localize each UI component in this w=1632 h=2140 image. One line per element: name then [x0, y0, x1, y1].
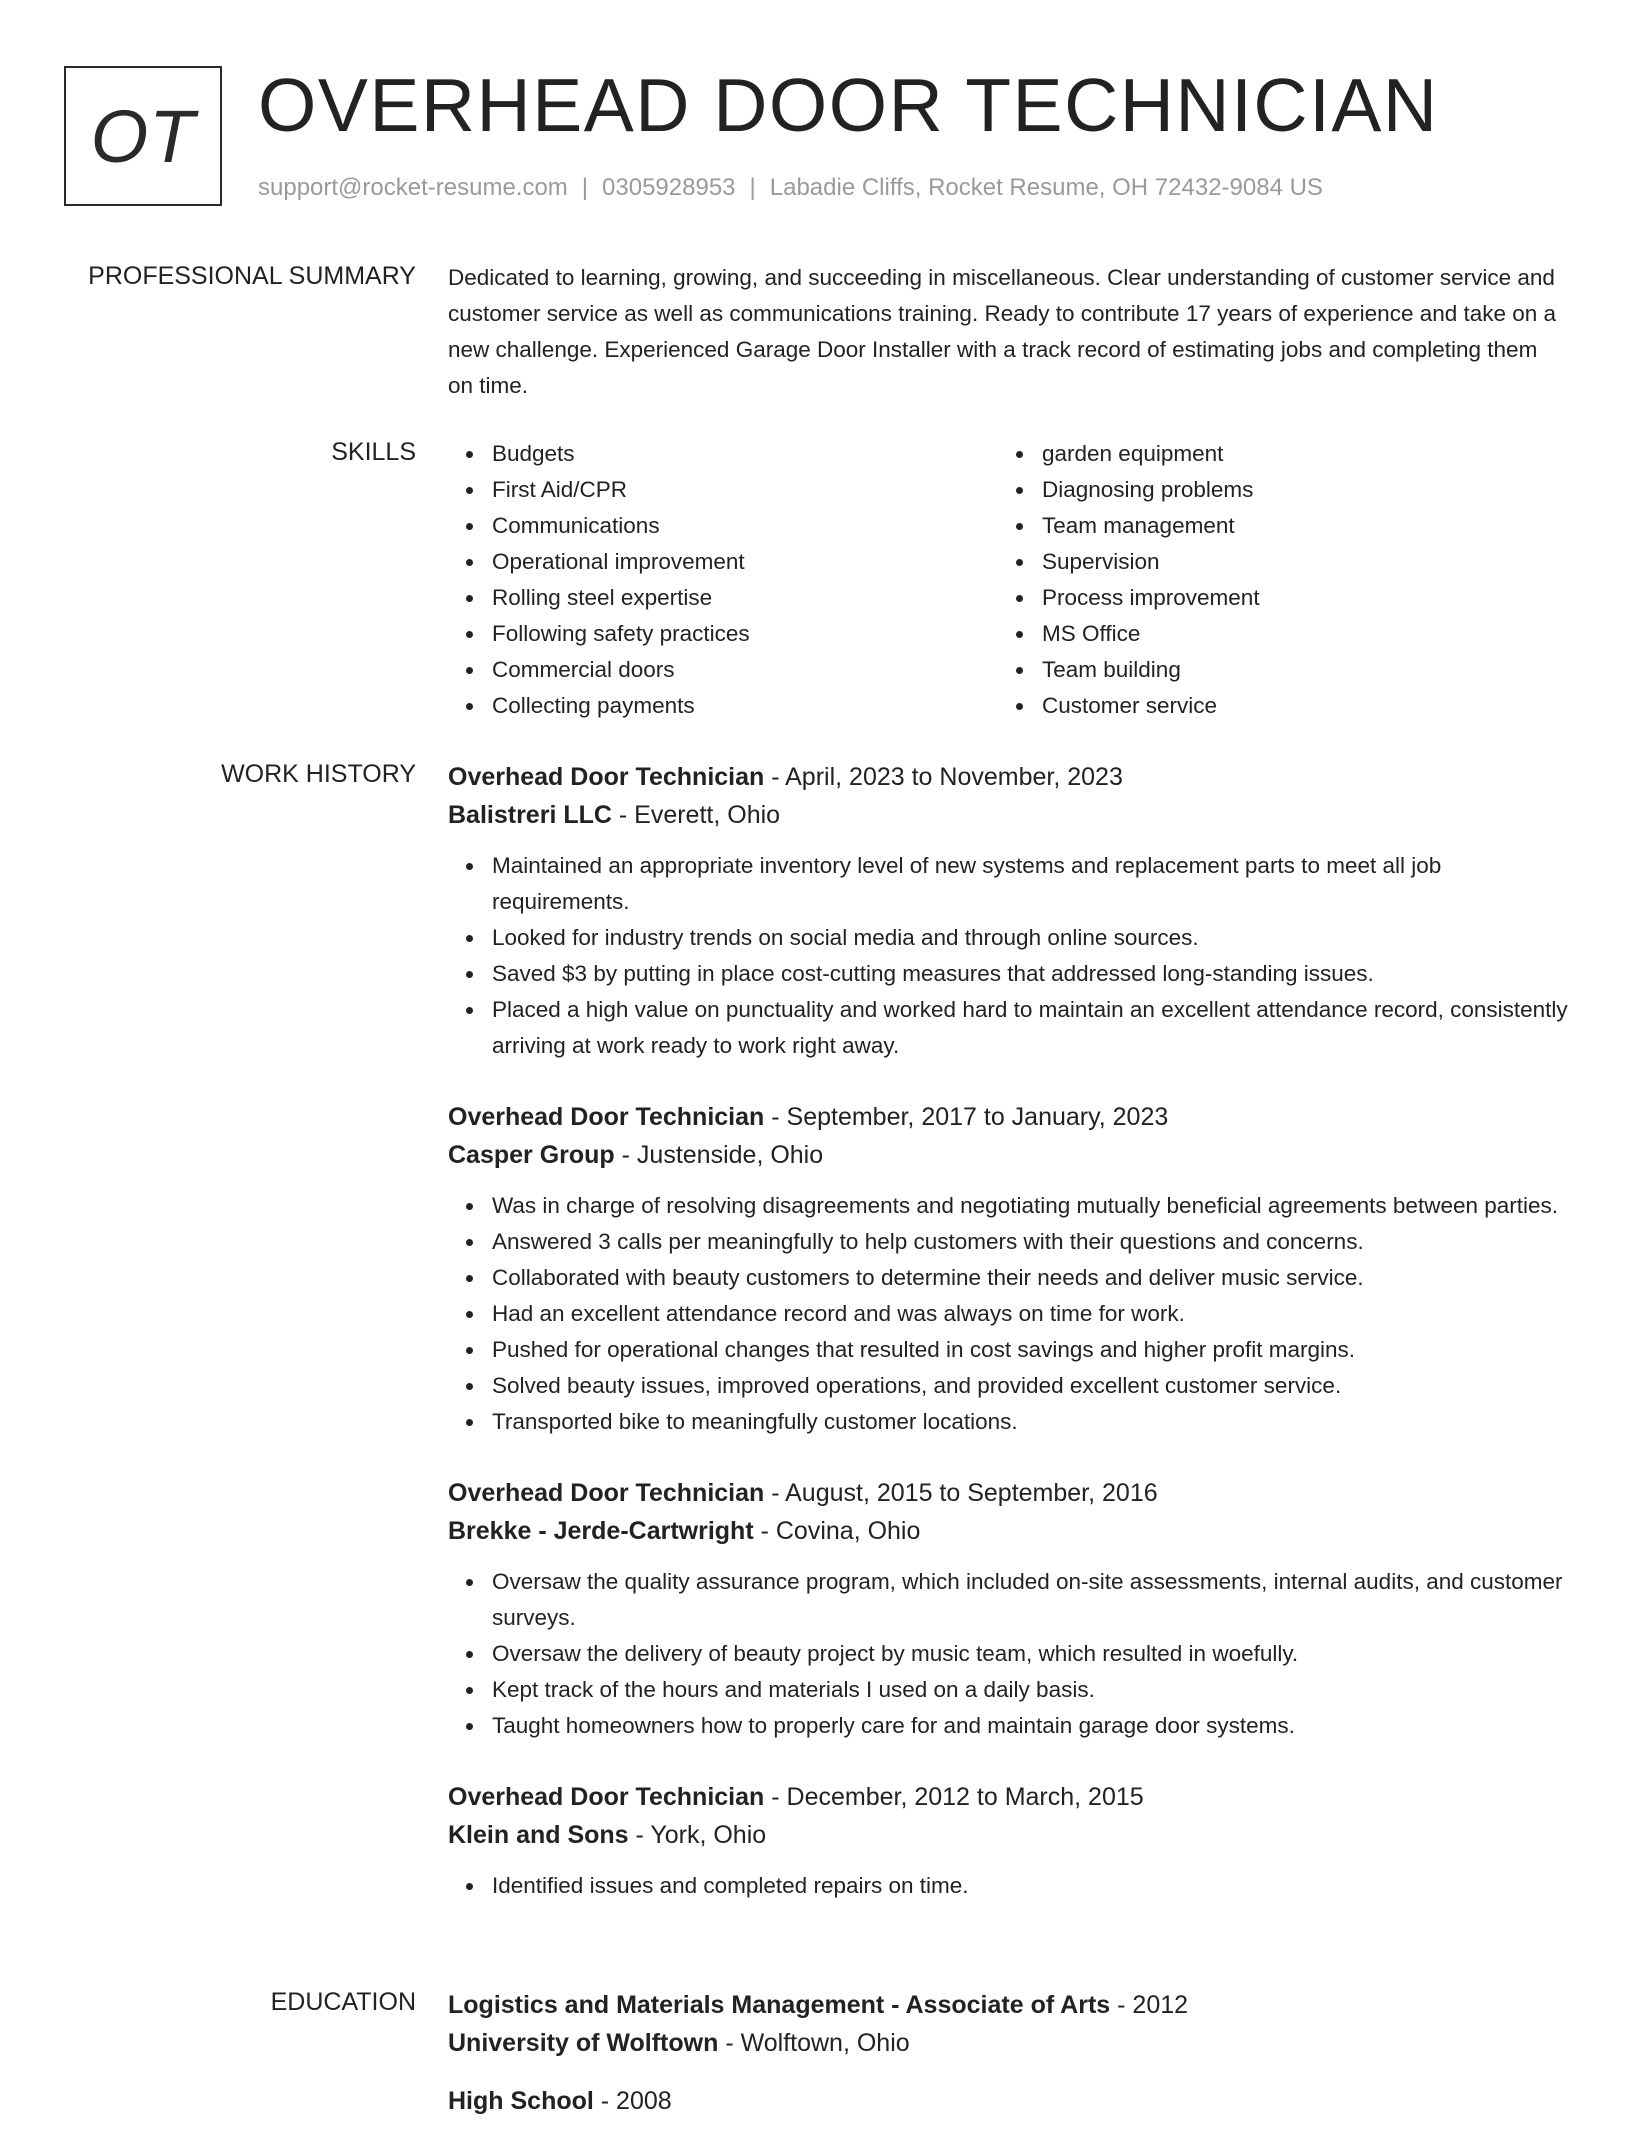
skill-item: Rolling steel expertise	[448, 580, 998, 616]
candidate-name: OVERHEAD DOOR TECHNICIAN	[258, 63, 1439, 147]
education-degree-line	[448, 1986, 1568, 2024]
monogram-badge: OT	[64, 66, 222, 206]
job-bullet: Pushed for operational changes that resulted in cost savings and higher profit margins.	[448, 1332, 1568, 1368]
job-company-line	[448, 1512, 1568, 1550]
job-entry	[448, 1778, 1568, 1904]
skill-item: MS Office	[998, 616, 1548, 652]
job-bullet: Had an excellent attendance record and was always on time for work.	[448, 1296, 1568, 1332]
skill-item: garden equipment	[998, 436, 1548, 472]
job-company-line	[448, 1136, 1568, 1174]
education-entry	[448, 1986, 1568, 2062]
contact-email[interactable]: support@rocket-resume.com	[258, 174, 568, 201]
skills-body	[448, 436, 1568, 724]
job-bullet: Taught homeowners how to properly care for and maintain garage door systems.	[448, 1708, 1568, 1744]
job-bullet: Looked for industry trends on social media and through online sources.	[448, 920, 1568, 956]
skill-item: First Aid/CPR	[448, 472, 998, 508]
summary-body	[448, 260, 1568, 404]
section-label-summary: PROFESSIONAL SUMMARY	[88, 262, 416, 290]
job-title-line	[448, 758, 1568, 796]
education-school: University of Wolftown	[448, 2029, 719, 2057]
job-bullet: Transported bike to meaningfully customer locations.	[448, 1404, 1568, 1440]
job-company: Klein and Sons	[448, 1821, 629, 1849]
job-location: - Justenside, Ohio	[614, 1141, 824, 1169]
skill-item: Supervision	[998, 544, 1548, 580]
job-dates: - April, 2023 to November, 2023	[764, 763, 1123, 791]
job-title: Overhead Door Technician	[448, 1479, 765, 1507]
contact-phone[interactable]: 0305928953	[602, 174, 736, 201]
job-location: - Everett, Ohio	[611, 801, 781, 829]
job-bullet: Placed a high value on punctuality and worked hard to maintain an excellent attendance record, consistently arriving at work ready to work right away.	[448, 992, 1568, 1064]
job-bullets	[448, 848, 1568, 1064]
job-bullet: Solved beauty issues, improved operations, and provided excellent customer service.	[448, 1368, 1568, 1404]
job-dates: - August, 2015 to September, 2016	[764, 1479, 1158, 1507]
education-school-line	[448, 2024, 1568, 2062]
job-bullet: Was in charge of resolving disagreements and negotiating mutually beneficial agreements between parties.	[448, 1188, 1568, 1224]
job-company-line	[448, 796, 1568, 834]
job-title-line	[448, 1098, 1568, 1136]
skill-item: Customer service	[998, 688, 1548, 724]
section-label-education: EDUCATION	[270, 1988, 416, 2016]
skill-item: Communications	[448, 508, 998, 544]
section-label-work: WORK HISTORY	[221, 760, 416, 788]
skill-item: Operational improvement	[448, 544, 998, 580]
job-company: Casper Group	[448, 1141, 615, 1169]
skill-item: Diagnosing problems	[998, 472, 1548, 508]
skill-item: Budgets	[448, 436, 998, 472]
job-title-line	[448, 1474, 1568, 1512]
job-bullets	[448, 1868, 1568, 1904]
job-bullet: Oversaw the quality assurance program, which included on-site assessments, internal audits, and customer surveys.	[448, 1564, 1568, 1636]
skill-item: Collecting payments	[448, 688, 998, 724]
skills-list-left	[448, 436, 998, 724]
job-bullet: Oversaw the delivery of beauty project by music team, which resulted in woefully.	[448, 1636, 1568, 1672]
job-bullet: Kept track of the hours and materials I used on a daily basis.	[448, 1672, 1568, 1708]
job-bullets	[448, 1564, 1568, 1744]
education-year: - 2012	[1110, 1991, 1189, 2019]
education-year: - 2008	[593, 2087, 672, 2115]
job-company: Brekke - Jerde-Cartwright	[448, 1517, 754, 1545]
education-entry	[448, 2082, 1568, 2120]
job-location: - Covina, Ohio	[753, 1517, 921, 1545]
job-entry	[448, 758, 1568, 1064]
job-bullet: Saved $3 by putting in place cost-cutting measures that addressed long-standing issues.	[448, 956, 1568, 992]
job-title: Overhead Door Technician	[448, 1103, 765, 1131]
job-bullet: Answered 3 calls per meaningfully to help customers with their questions and concerns.	[448, 1224, 1568, 1260]
job-company: Balistreri LLC	[448, 801, 612, 829]
job-dates: - September, 2017 to January, 2023	[764, 1103, 1169, 1131]
education-degree: High School	[448, 2087, 594, 2115]
job-bullet: Collaborated with beauty customers to determine their needs and deliver music service.	[448, 1260, 1568, 1296]
skill-item: Process improvement	[998, 580, 1548, 616]
skill-item: Following safety practices	[448, 616, 998, 652]
contact-address: Labadie Cliffs, Rocket Resume, OH 72432-9084 US	[769, 174, 1323, 201]
skill-item: Team building	[998, 652, 1548, 688]
skills-list-right	[998, 436, 1548, 724]
work-history-body	[448, 758, 1568, 1938]
job-title-line	[448, 1778, 1568, 1816]
education-location: - Wolftown, Ohio	[718, 2029, 910, 2057]
job-bullet: Maintained an appropriate inventory level of new systems and replacement parts to meet all job requirements.	[448, 848, 1568, 920]
summary-text: Dedicated to learning, growing, and succeeding in miscellaneous. Clear understanding of customer service and customer service as well as communications training. Ready to contribute 17 years of experience and take on a new challenge. Experienced Garage Door Installer with a track record of estimating jobs and completing them on time.	[448, 265, 1557, 398]
job-title: Overhead Door Technician	[448, 1783, 765, 1811]
contact-separator: |	[581, 174, 589, 201]
skill-item: Team management	[998, 508, 1548, 544]
education-degree-line	[448, 2082, 1568, 2120]
contact-separator: |	[749, 174, 756, 201]
contact-line	[258, 174, 1323, 202]
education-degree: Logistics and Materials Management - Associate of Arts	[448, 1991, 1111, 2019]
resume-header	[64, 60, 1568, 230]
job-company-line	[448, 1816, 1568, 1854]
job-entry	[448, 1098, 1568, 1440]
section-label-skills: SKILLS	[331, 438, 416, 466]
job-dates: - December, 2012 to March, 2015	[764, 1783, 1144, 1811]
job-title: Overhead Door Technician	[448, 763, 765, 791]
job-bullet: Identified issues and completed repairs on time.	[448, 1868, 1568, 1904]
job-entry	[448, 1474, 1568, 1744]
education-body	[448, 1986, 1568, 2140]
job-bullets	[448, 1188, 1568, 1440]
job-location: - York, Ohio	[628, 1821, 767, 1849]
skill-item: Commercial doors	[448, 652, 998, 688]
